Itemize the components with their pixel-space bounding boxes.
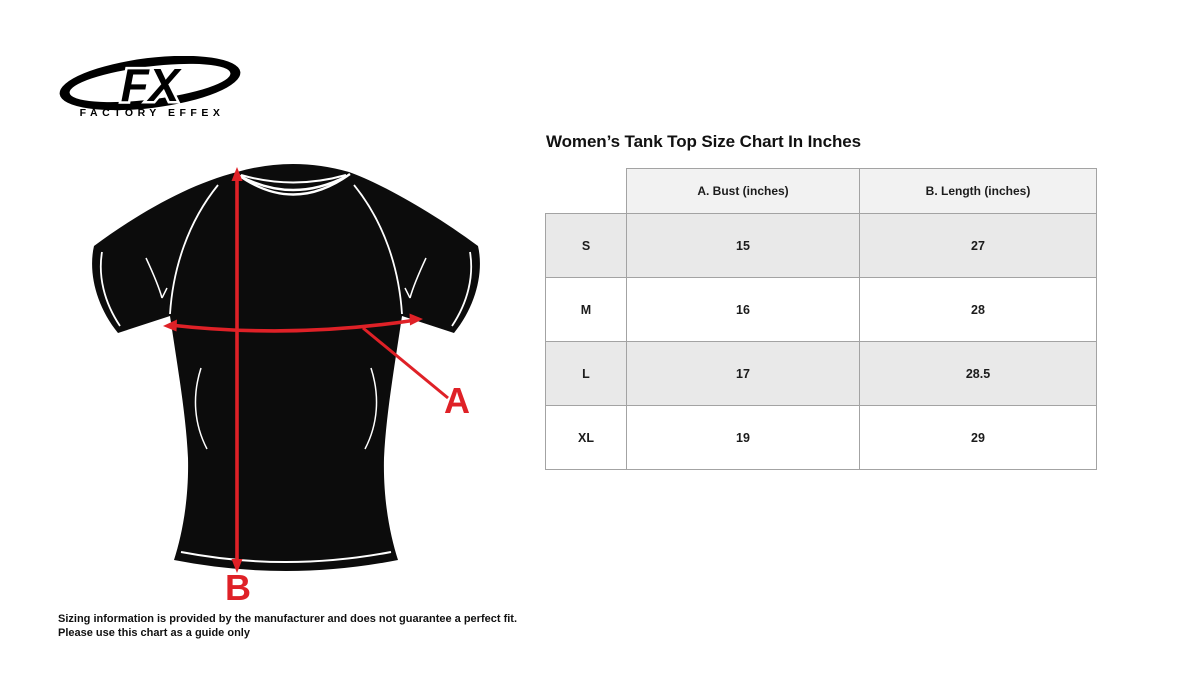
length-cell: 27 bbox=[860, 214, 1097, 278]
size-chart-table bbox=[545, 168, 1097, 470]
shirt-silhouette bbox=[92, 164, 480, 571]
disclaimer-line-1: Sizing information is provided by the manufacturer and does not guarantee a perfect fit. bbox=[58, 613, 518, 625]
length-cell: 28 bbox=[860, 278, 1097, 342]
bust-cell: 16 bbox=[627, 278, 860, 342]
measurement-label-b: B bbox=[225, 567, 251, 608]
fx-logo-icon bbox=[55, 56, 245, 120]
size-cell: M bbox=[546, 278, 627, 342]
column-header-length: B. Length (inches) bbox=[860, 169, 1097, 214]
size-cell: XL bbox=[546, 406, 627, 470]
size-chart-title: Women’s Tank Top Size Chart In Inches bbox=[546, 132, 861, 151]
bust-cell: 19 bbox=[627, 406, 860, 470]
logo-subtext: FACTORY EFFEX bbox=[79, 107, 225, 119]
header-row bbox=[546, 169, 1097, 214]
table-row-m bbox=[546, 278, 1097, 342]
shirt-illustration bbox=[60, 140, 510, 610]
column-header-bust: A. Bust (inches) bbox=[627, 169, 860, 214]
length-cell: 29 bbox=[860, 406, 1097, 470]
logo-fx-text: FX bbox=[120, 59, 180, 111]
size-cell: S bbox=[546, 214, 627, 278]
table-row-s bbox=[546, 214, 1097, 278]
bust-cell: 15 bbox=[627, 214, 860, 278]
length-cell: 28.5 bbox=[860, 342, 1097, 406]
size-cell: L bbox=[546, 342, 627, 406]
measurement-label-a: A bbox=[444, 380, 470, 421]
brand-logo bbox=[55, 56, 245, 120]
arrow-left-icon bbox=[163, 320, 177, 332]
table-row-xl bbox=[546, 406, 1097, 470]
shirt-measurement-diagram bbox=[60, 140, 510, 610]
table-row-l bbox=[546, 342, 1097, 406]
disclaimer-text bbox=[58, 612, 517, 640]
corner-cell bbox=[546, 169, 627, 214]
bust-cell: 17 bbox=[627, 342, 860, 406]
disclaimer-line-2: Please use this chart as a guide only bbox=[58, 627, 250, 639]
